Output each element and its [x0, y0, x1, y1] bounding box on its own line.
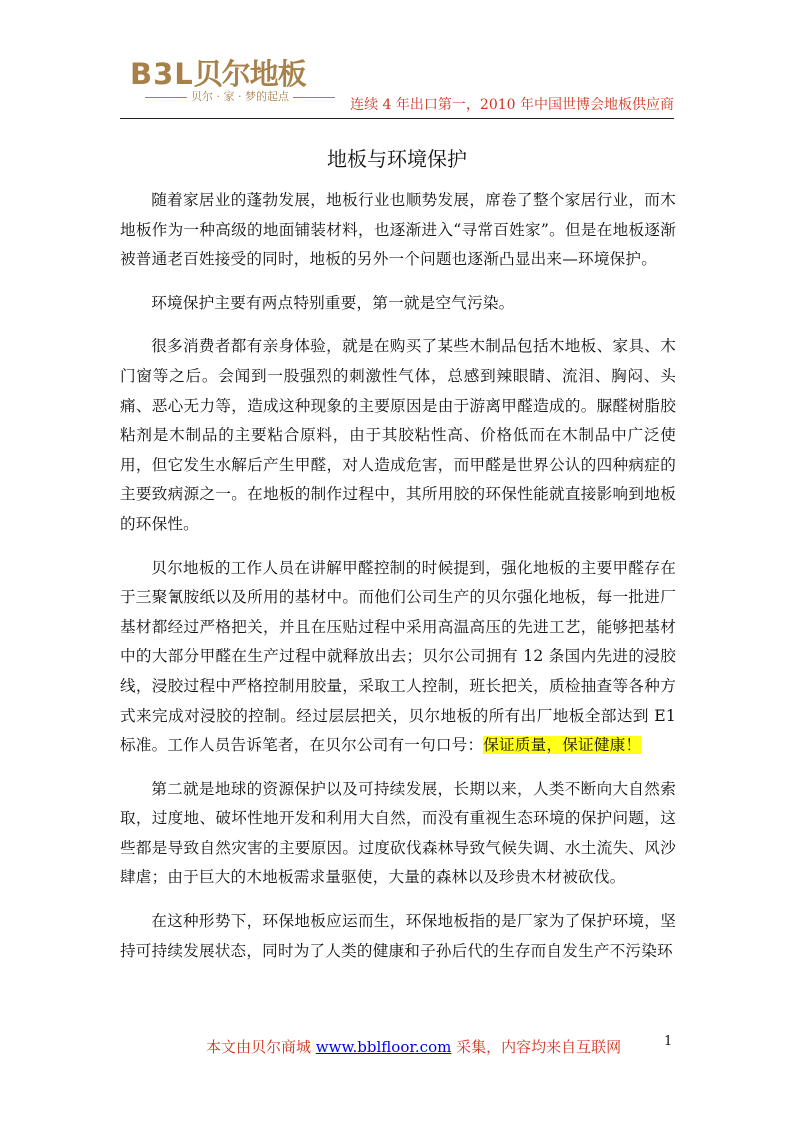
document-title: 地板与环境保护 [327, 147, 467, 171]
paragraph: 很多消费者都有亲身体验，就是在购买了某些木制品包括木地板、家具、木门窗等之后。会闻到一股强烈的刺激性气体，总感到辣眼睛、流泪、胸闷、头痛、恶心无力等，造成这种现象的主要原因是由于游离甲醛造成的。脲醛树脂胶粘剂是木制品的主要粘合原料，由于其胶粘性高、价格低而在木制品中广泛使用，但它发生水解后产生甲醛，对人造成危害，而甲醛是世界公认的四种病症的主要致病源之一。在地板的制作过程中，其所用胶的环保性能就直接影响到地板的环保性。 [120, 337, 676, 533]
paragraph: 环境保护主要有两点特别重要，第一就是空气污染。 [151, 293, 515, 312]
paragraph: 第二就是地球的资源保护以及可持续发展，长期以来，人类不断向大自然索取，过度地、破坏性地开发和利用大自然，而没有重视生态环境的保护问题，这些都是导致自然灾害的主要原因。过度砍伐森林导致气候失调、水土流失、风沙肆虐；由于巨大的木地板需求量驱使，大量的森林以及珍贵木材被砍伐。 [120, 779, 676, 887]
paragraph-text: 贝尔地板的工作人员在讲解甲醛控制的时候提到，强化地板的主要甲醛存在于三聚氰胺纸以及所用的基材中。而他们公司生产的贝尔强化地板，每一批进厂基材都经过严格把关，并且在压贴过程中采用高温高压的先进工艺，能够把基材中的大部分甲醛在生产过程中就释放出去；贝尔公司拥有 12 条国内先进的浸胶线，浸胶过程中严格控制用胶量，采取工人控制，班长把关，质检抽查等各种方式来完成对浸胶的控制。经过层层把关，贝尔地板的所有出厂地板全部达到 E1 标准。工作人员告诉笔者，在贝尔公司有一句口号： [120, 558, 676, 755]
bbl-logo [130, 58, 360, 106]
highlighted-slogan: 保证质量，保证健康！ [483, 736, 642, 755]
divider [293, 97, 335, 98]
logo-chinese: 贝尔地板 [193, 57, 306, 91]
page-number: 1 [664, 1034, 673, 1049]
footer-link[interactable]: www.bblfloor.com [315, 1038, 452, 1056]
logo-latin: B3L [130, 57, 194, 91]
document-body [120, 186, 676, 966]
paragraph: 在这种形势下，环保地板应运而生，环保地板指的是厂家为了保护环境，坚持可持续发展状态，同时为了人类的健康和子孙后代的生存而自发生产不污染环 [120, 912, 676, 960]
page-footer [206, 1036, 621, 1057]
paragraph [120, 554, 676, 761]
logo-tagline-text: 贝尔 · 家 · 梦的起点 [191, 90, 289, 103]
header-rule [120, 118, 674, 119]
footer-prefix: 本文由贝尔商城 [206, 1038, 312, 1056]
paragraph: 随着家居业的蓬勃发展，地板行业也顺势发展，席卷了整个家居行业，而木地板作为一种高级的地面铺装材料，也逐渐进入“寻常百姓家”。但是在地板逐渐被普通老百姓接受的同时，地板的另外一个问题也逐渐凸显出来—环境保护。 [120, 191, 676, 269]
logo-wordmark [130, 58, 306, 90]
logo-tagline [130, 90, 350, 104]
footer-suffix: 采集，内容均来自互联网 [456, 1038, 622, 1056]
divider [145, 97, 187, 98]
page-header [120, 58, 674, 118]
header-slogan: 连续 4 年出口第一，2010 年中国世博会地板供应商 [350, 97, 674, 113]
